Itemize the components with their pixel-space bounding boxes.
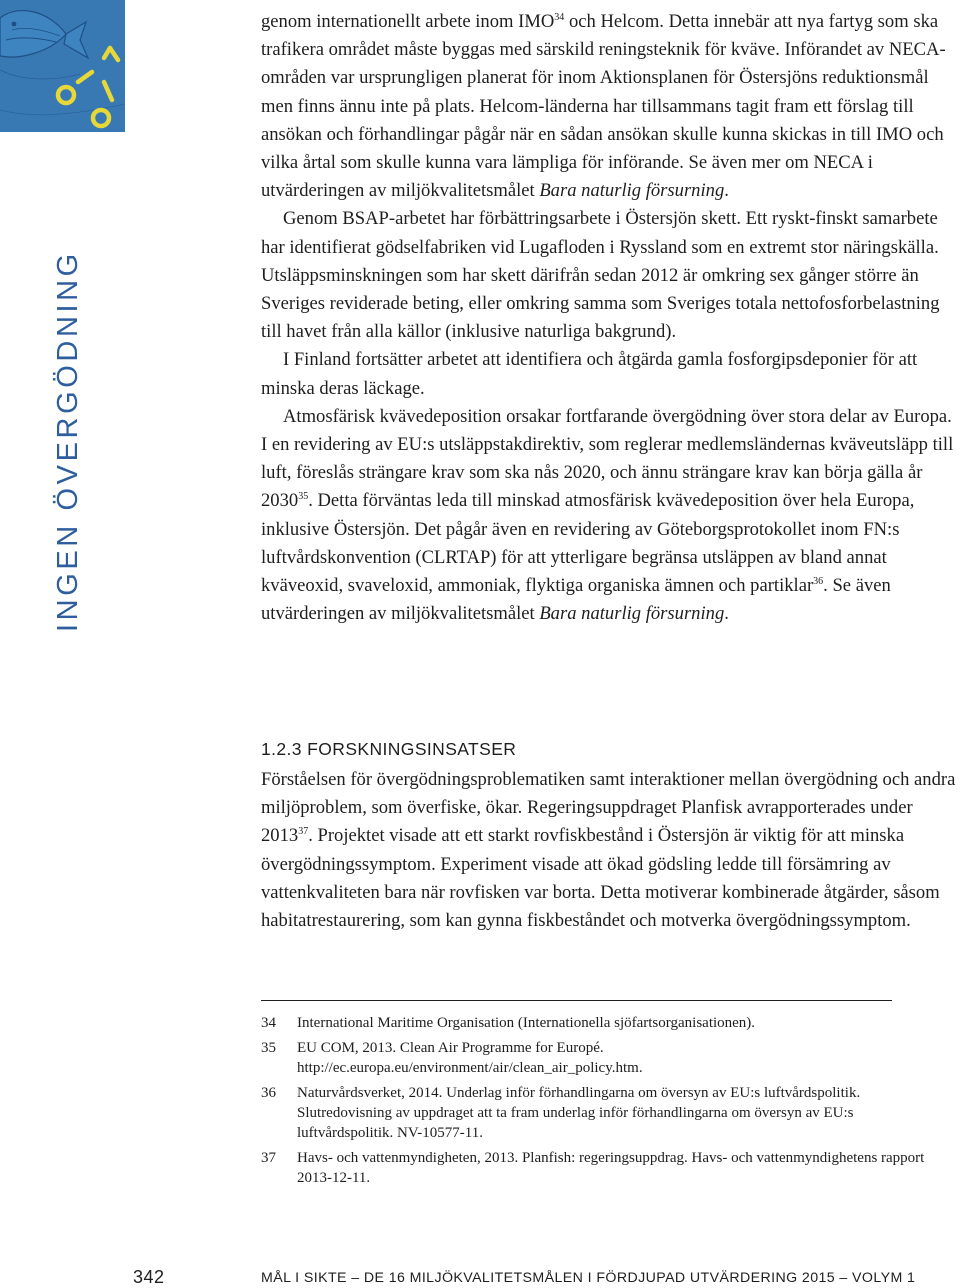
footnote-number: 35 [261, 1039, 276, 1056]
fish-logo-graphic [0, 0, 125, 132]
body-paragraph-1 [261, 8, 956, 205]
footnote-number: 37 [261, 1150, 276, 1166]
footnote-ref-37: 37 [298, 826, 309, 838]
text-run: Förståelsen för övergödningsproblematiken samt interaktioner mellan övergödning och andra miljöproblem, som överfiske, ökar. Regeringsuppdraget Planfisk avrapporterades under 2013 [261, 769, 956, 847]
text-run: Atmosfärisk kvävedeposition orsakar fortfarande övergödning över stora delar av Europa. I en revidering av EU:s utsläppstakdirektiv, som reglerar medlemsländernas kväveutsläpp till luft, föreslås strängare krav som ska nås 2020, och ännu strängare krav kan börja gälla år 2030 [261, 405, 954, 512]
footnote-text: EU COM, 2013. Clean Air Programme for Europé. http://ec.europa.eu/environment/air/clean_air_policy.htm. [297, 1039, 643, 1076]
footnote-ref-36: 36 [813, 576, 824, 588]
fish-logo-icon [0, 0, 125, 132]
body-paragraph-2: Genom BSAP-arbetet har förbättringsarbete i Östersjön skett. Ett ryskt-finskt samarbete har identifierat gödselfabriken vid Lugafloden i Ryssland som en extremt stor näringskälla. Utsläppsminskningen som har skett därifrån sedan 2012 är omkring sex gånger större än Sveriges reviderade beting, eller omkring samma som Sveriges totala nettofosforbelastning till havet från alla källor (inklusive naturliga bakgrund). [261, 208, 940, 343]
footnote-number: 36 [261, 1084, 276, 1101]
sidebar-chapter-label: INGEN ÖVERGÖDNING [52, 250, 84, 632]
body-paragraph-3: I Finland fortsätter arbetet att identifiera och åtgärda gamla fosforgipsdeponier för att minska deras läckage. [261, 349, 918, 399]
page-number: 342 [133, 1267, 165, 1287]
footnote-item [261, 1083, 951, 1144]
footnote-item [261, 1038, 951, 1078]
text-run: . Detta förväntas leda till minskad atmosfärisk kvävedeposition över hela Europa, inklusive Östersjön. Det pågår även en revidering av Göteborgsprotokollet inom FN:s luftvårdskonvention (CLRTAP) för att ytterligare begränsa utsläppen av bland annat kväveoxid, svaveloxid, ammoniak, flyktiga organiska ämnen och partiklar [261, 490, 915, 597]
main-body-text [261, 8, 956, 628]
text-run: . [724, 603, 729, 625]
body-paragraph-4 [261, 403, 956, 629]
section-paragraph-1 [261, 766, 956, 935]
footnotes-list [261, 1013, 951, 1193]
footnote-item [261, 1013, 951, 1033]
emphasis-text: Bara naturlig försurning [539, 180, 725, 202]
text-run: . [724, 180, 729, 202]
text-run: . Projektet visade att ett starkt rovfiskbestånd i Östersjön är viktig för att minska övergödningssymptom. Experiment visade att ökad gödsling ledde till försämring av vattenkvaliteten bara när rovfisken var borta. Detta motiverar kombinerade åtgärder, såsom habitatrestaurering, som kan gynna fiskbeståndet och motverka övergödningssymptom. [261, 825, 940, 932]
text-run: . Se även utvärderingen av miljökvalitetsmålet [261, 575, 891, 625]
footnote-text: International Maritime Organisation (Internationella sjöfartsorganisationen). [297, 1015, 756, 1031]
emphasis-text: Bara naturlig försurning [539, 603, 725, 625]
footnote-ref-34: 34 [554, 12, 565, 23]
section-body-text [261, 766, 956, 935]
text-run: genom internationellt arbete inom IMO [261, 11, 555, 32]
footnote-text: Naturvårdsverket, 2014. Underlag inför förhandlingarna om översyn av EU:s luftvårdspolitik. Slutredovisning av uppdraget att ta fram underlag inför förhandlingarna om översyn av EU:s luftvårdspolitik. NV-10577-11. [297, 1084, 861, 1142]
footnote-ref-35: 35 [298, 491, 309, 503]
footnote-number: 34 [261, 1015, 276, 1031]
section-heading: 1.2.3 FORSKNINGSINSATSER [261, 739, 517, 759]
footnote-item [261, 1148, 951, 1188]
footnote-text: Havs- och vattenmyndigheten, 2013. Planfish: regeringsuppdrag. Havs- och vattenmyndighetens rapport 2013-12-11. [297, 1150, 925, 1187]
text-run: och Helcom. Detta innebär att nya fartyg som ska trafikera området måste byggas med särskild reningsteknik för kväve. Införandet av NECA-områden var ursprungligen planerat för inom Aktionsplanen för Östersjöns reduktionsmål men finns ännu inte på plats. Helcom-länderna har tillsammans tagit fram ett förslag till ansökan och förhandlingar pågår när en sådan ansökan skulle kunna skickas in till IMO och vilka årtal som skulle kunna vara lämpliga för införande. Se även mer om NECA i utvärderingen av miljökvalitetsmålet [261, 11, 946, 202]
running-title: MÅL I SIKTE – DE 16 MILJÖKVALITETSMÅLEN I FÖRDJUPAD UTVÄRDERING 2015 – VOLYM 1 [261, 1270, 916, 1286]
footnote-divider [261, 1000, 892, 1001]
